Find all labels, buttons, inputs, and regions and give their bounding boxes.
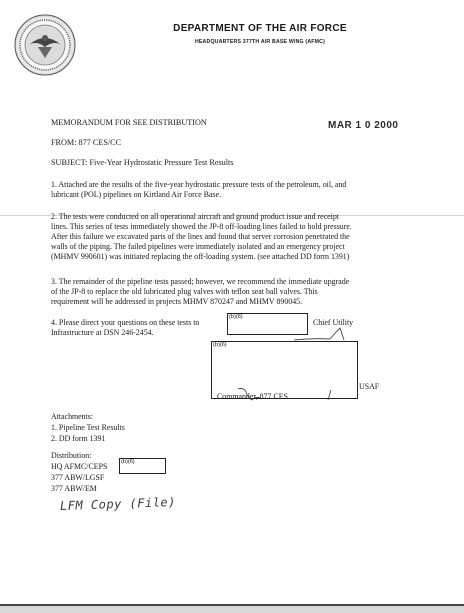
- paragraph-2-line: 2. The tests were conducted on all operational aircraft and ground product issue and receipt: [51, 212, 339, 221]
- paragraph-1-line: 1. Attached are the results of the five-year hydrostatic pressure tests of the petroleum, oil, and: [51, 180, 347, 189]
- paragraph-2-line: (MHMV 990601) was initiated replacing the off-loading system. (see attached DD form 1391): [51, 252, 350, 262]
- paragraph-3-line: 3. The remainder of the pipeline tests passed; however, we recommend the immediate upgrade: [51, 277, 350, 286]
- paragraph-4-line-1: 4. Please direct your questions on these tests to: [51, 318, 200, 327]
- paragraph-3-line: of the JP-8 to replace the old lubricated plug valves with teflon seat ball valves. This: [51, 287, 318, 297]
- paragraph-4-line-2: Infrastructure at DSN 246-2454.: [51, 328, 154, 337]
- paragraph-1-line: lubricant (POL) pipelines on Kirtland Air Force Base.: [51, 190, 222, 200]
- paragraph-2-line: walls of the piping. The failed pipelines were immediately isolated and an emergency project: [51, 242, 345, 252]
- signature-scribble-icon: [236, 386, 262, 402]
- date-stamp: MAR 1 0 2000: [328, 120, 399, 131]
- distribution-heading: Distribution:: [51, 451, 92, 460]
- attachments-heading: Attachments:: [51, 412, 94, 421]
- paragraph-3: [51, 277, 349, 307]
- attachment-item: 2. DD form 1391: [51, 434, 106, 443]
- paragraph-2-line: lines. This series of tests immediately showed the JP-8 off-loading lines failed to hold pressure.: [51, 222, 352, 232]
- redaction-label: (b)(6): [121, 459, 135, 465]
- signature-stroke-icon: [292, 326, 352, 342]
- handwritten-note: LFM Copy (File): [59, 494, 177, 514]
- from-line: FROM: 877 CES/CC: [51, 138, 122, 147]
- distribution-item: 377 ABW/LGSF: [51, 473, 105, 482]
- paragraph-4-line-1-suffix: Chief Utility: [313, 318, 354, 327]
- signature-title: Commander, 877 CES: [217, 392, 288, 401]
- letterhead-department: DEPARTMENT OF THE AIR FORCE: [173, 23, 347, 34]
- redaction-label: (b)(6): [229, 314, 243, 320]
- memo-for-line: MEMORANDUM FOR SEE DISTRIBUTION: [51, 118, 207, 127]
- page-bottom-shadow: [0, 606, 464, 613]
- redaction-label: (b)(6): [213, 342, 227, 348]
- subject-line: SUBJECT: Five-Year Hydrostatic Pressure Test Results: [51, 158, 234, 167]
- redaction-box-distribution: [119, 458, 166, 474]
- distribution-item: HQ AFMC/CEPS: [51, 462, 108, 471]
- distribution-item: 377 ABW/EM: [51, 484, 97, 493]
- letterhead-headquarters: HEADQUARTERS 377TH AIR BASE WING (AFMC): [194, 39, 326, 45]
- redaction-box-signature: [211, 341, 358, 399]
- department-seal-icon: [14, 14, 76, 76]
- paragraph-2: [51, 212, 352, 262]
- paragraph-1: [51, 180, 346, 200]
- paragraph-3-line: requirement will be addressed in projects MHMV 870247 and MHMV 890045.: [51, 297, 303, 307]
- signature-tick-icon: [324, 389, 334, 401]
- signature-rank: USAF: [359, 382, 380, 391]
- attachment-item: 1. Pipeline Test Results: [51, 423, 125, 432]
- paragraph-2-line: After this failure we excavated parts of the lines and found that server corrosion penetrated the: [51, 232, 350, 242]
